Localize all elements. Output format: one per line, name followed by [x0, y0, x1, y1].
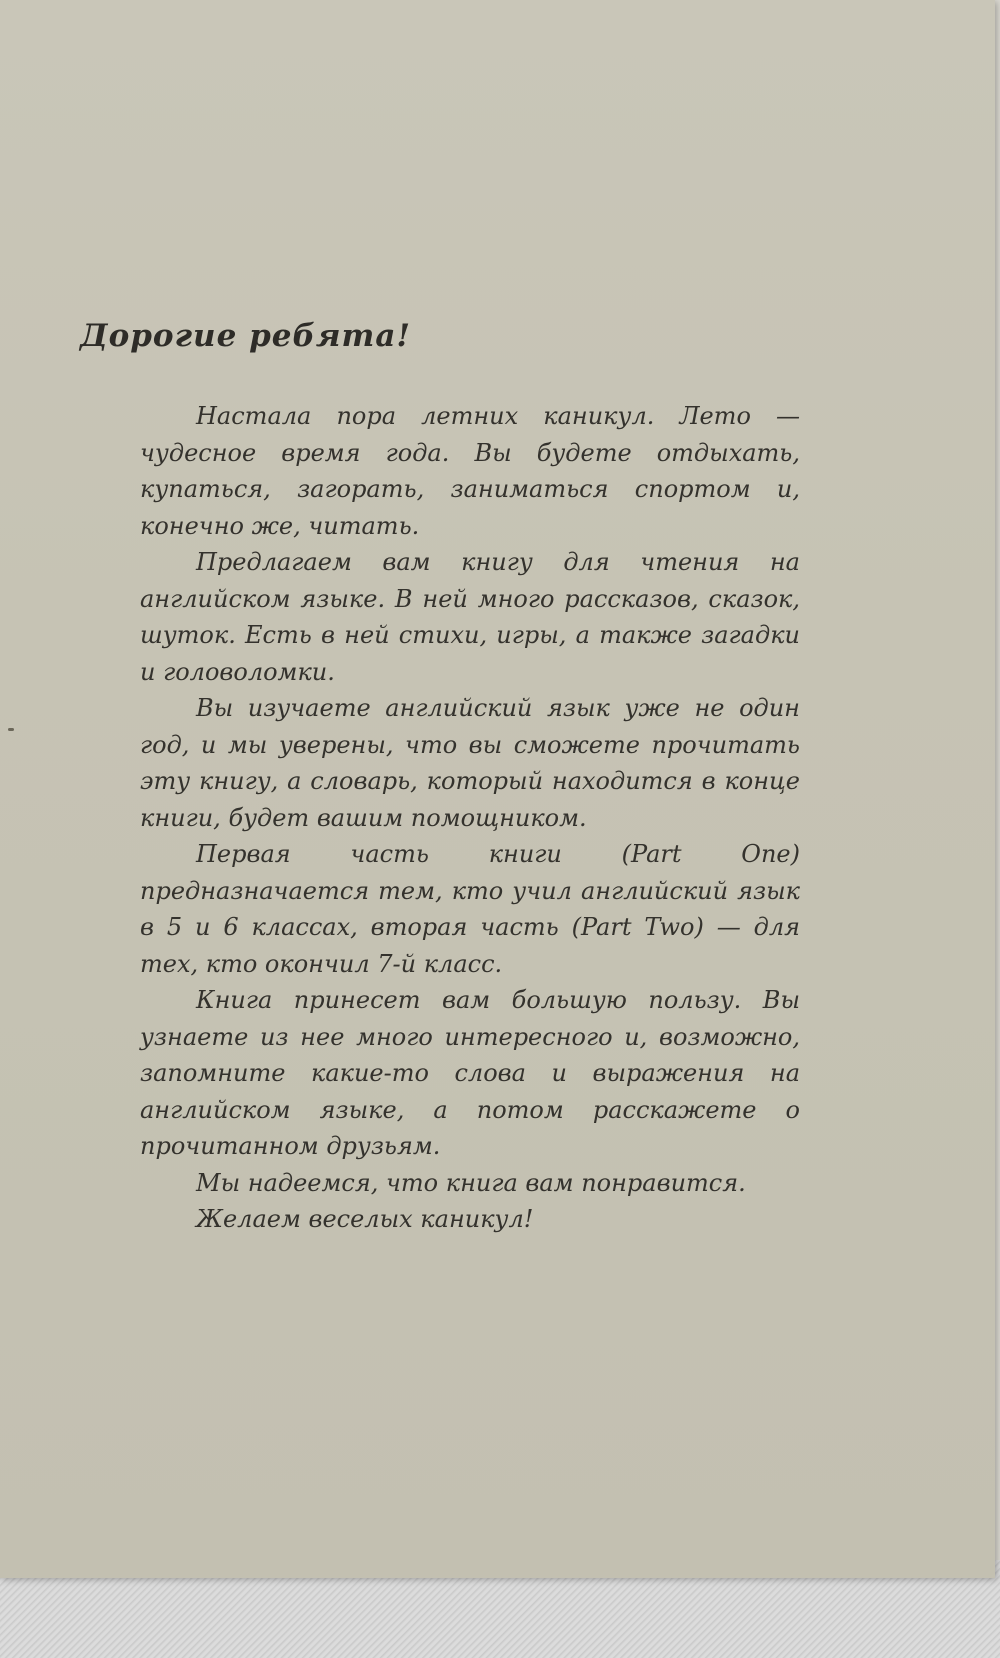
- paragraph-2: Предлагаем вам книгу для чтения на английском языке. В ней много рассказов, сказок, шуток. Есть в ней стихи, игры, а также загадки и головоломки.: [140, 548, 800, 686]
- paragraph-6: Мы надеемся, что книга вам понравится.: [196, 1168, 746, 1197]
- body-text: [140, 398, 800, 1238]
- paragraph-3: Вы изучаете английский язык уже не один год, и мы уверены, что вы сможете прочитать эту книгу, а словарь, который находится в конце книги, будет вашим помощником.: [140, 694, 800, 832]
- print-speck: [8, 728, 14, 731]
- paragraph-5: Книга принесет вам большую пользу. Вы узнаете из нее много интересного и, возможно, запомните какие-то слова и выражения на английском языке, а потом расскажете о прочитанном друзьям.: [140, 986, 800, 1160]
- paragraph-1: Настала пора летних каникул. Лето — чудесное время года. Вы будете отдыхать, купаться, загорать, заниматься спортом и, конечно же, читать.: [140, 402, 800, 540]
- page-heading: Дорогие ребята!: [80, 318, 412, 354]
- paragraph-4: Первая часть книги (Part One) предназначается тем, кто учил английский язык в 5 и 6 классах, вторая часть (Part Two) — для тех, кто окончил 7-й класс.: [140, 840, 800, 978]
- paragraph-7: Желаем веселых каникул!: [196, 1205, 534, 1233]
